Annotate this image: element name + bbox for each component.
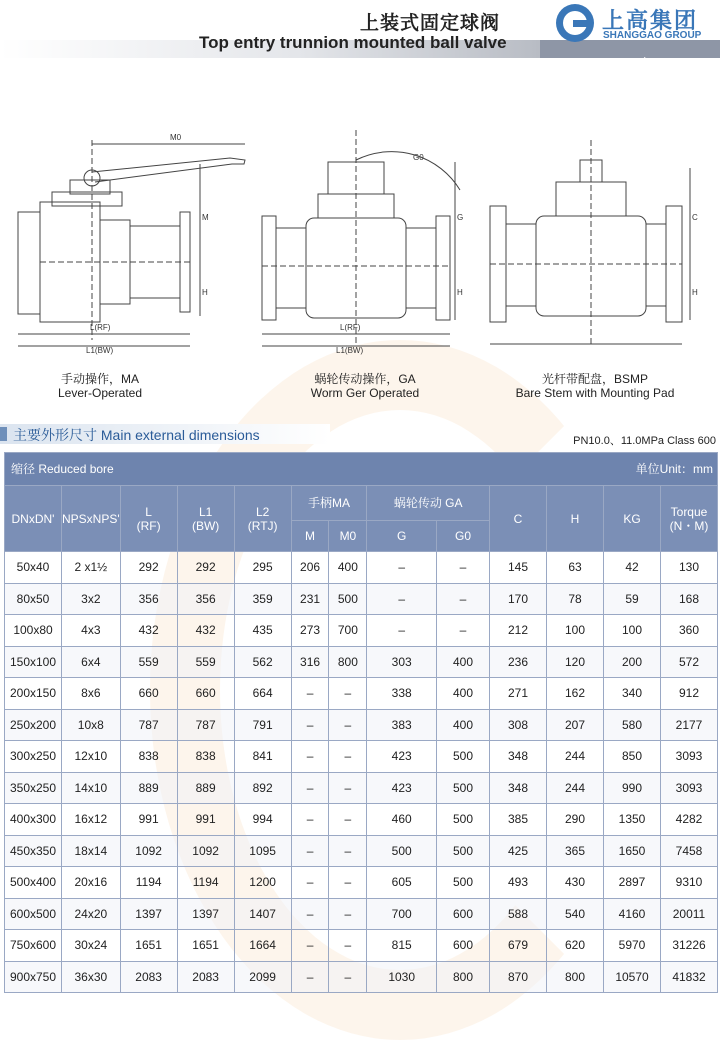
table-cell: 500 — [437, 741, 490, 773]
bore-label: 缩径 Reduced bore — [11, 462, 114, 476]
table-row — [5, 835, 718, 867]
table-cell: 271 — [490, 678, 547, 710]
label-h-2: H — [457, 288, 463, 297]
table-cell: 1650 — [604, 835, 661, 867]
table-cell: 815 — [367, 930, 437, 962]
table-cell: 385 — [490, 804, 547, 836]
table-row — [5, 772, 718, 804]
caption-lever-en: Lever-Operated — [57, 386, 143, 400]
table-cell: 1664 — [234, 930, 291, 962]
table-cell: 78 — [547, 583, 604, 615]
table-row — [5, 552, 718, 584]
table-cell: 4282 — [661, 804, 718, 836]
table-cell: 870 — [490, 961, 547, 993]
table-cell: 787 — [177, 709, 234, 741]
table-cell: 308 — [490, 709, 547, 741]
table-cell: 572 — [661, 646, 718, 678]
section-marker — [0, 427, 7, 441]
table-cell: – — [291, 772, 329, 804]
table-cell: 679 — [490, 930, 547, 962]
table-cell: 292 — [120, 552, 177, 584]
table-cell: 889 — [177, 772, 234, 804]
table-cell: 30x24 — [62, 930, 121, 962]
table-body — [5, 552, 718, 993]
header-h: H — [547, 486, 604, 552]
table-cell: 4x3 — [62, 615, 121, 647]
table-cell: – — [329, 867, 367, 899]
table-cell: 100 — [604, 615, 661, 647]
table-cell: 206 — [291, 552, 329, 584]
label-l1-bw-2: L1(BW) — [336, 346, 364, 355]
table-row — [5, 930, 718, 962]
table-cell: 1350 — [604, 804, 661, 836]
table-cell: 450x350 — [5, 835, 62, 867]
table-cell: – — [291, 741, 329, 773]
table-cell: 50x40 — [5, 552, 62, 584]
bare-stem-drawing — [490, 140, 690, 345]
table-cell: 1200 — [234, 867, 291, 899]
table-cell: 162 — [547, 678, 604, 710]
table-cell: 588 — [490, 898, 547, 930]
table-cell: 1194 — [177, 867, 234, 899]
valve-drawings — [0, 120, 720, 360]
label-m: M — [202, 213, 209, 222]
table-cell: 348 — [490, 772, 547, 804]
table-cell: 8x6 — [62, 678, 121, 710]
table-cell: 303 — [367, 646, 437, 678]
table-cell: 1651 — [120, 930, 177, 962]
table-cell: 20x16 — [62, 867, 121, 899]
table-cell: – — [291, 867, 329, 899]
table-cell: 10x8 — [62, 709, 121, 741]
table-cell: – — [291, 930, 329, 962]
header-torque: Torque (N・M) — [661, 486, 718, 552]
table-cell: 600 — [437, 898, 490, 930]
table-cell: 841 — [234, 741, 291, 773]
table-cell: 41832 — [661, 961, 718, 993]
table-cell: 559 — [120, 646, 177, 678]
table-cell: 700 — [367, 898, 437, 930]
pressure-class: PN10.0、11.0MPa Class 600 — [573, 435, 716, 447]
table-cell: 2099 — [234, 961, 291, 993]
table-cell: 42 — [604, 552, 661, 584]
table-cell: – — [329, 930, 367, 962]
table-cell: 750x600 — [5, 930, 62, 962]
table-cell: 120 — [547, 646, 604, 678]
table-cell: 400 — [437, 646, 490, 678]
table-cell: 540 — [547, 898, 604, 930]
header-g0: G0 — [437, 521, 490, 552]
table-row — [5, 709, 718, 741]
table-cell: 350x250 — [5, 772, 62, 804]
table-cell: 559 — [177, 646, 234, 678]
table-cell: 2083 — [120, 961, 177, 993]
table-cell: 100 — [547, 615, 604, 647]
table-cell: 292 — [177, 552, 234, 584]
table-cell: 16x12 — [62, 804, 121, 836]
table-cell: 500x400 — [5, 867, 62, 899]
table-cell: 432 — [120, 615, 177, 647]
table-cell: 562 — [234, 646, 291, 678]
table-cell: 340 — [604, 678, 661, 710]
table-cell: – — [367, 552, 437, 584]
table-cell: 600 — [437, 930, 490, 962]
table-cell: 460 — [367, 804, 437, 836]
table-cell: – — [291, 961, 329, 993]
website-url: www.sgvalve.com — [594, 56, 682, 68]
label-l1-bw: L1(BW) — [86, 346, 114, 355]
table-cell: 100x80 — [5, 615, 62, 647]
table-cell: 316 — [291, 646, 329, 678]
table-row — [5, 804, 718, 836]
table-cell: 838 — [120, 741, 177, 773]
header-c: C — [490, 486, 547, 552]
table-row — [5, 898, 718, 930]
header-l2: L2 (RTJ) — [234, 486, 291, 552]
unit-label: 单位Unit：mm — [635, 462, 713, 476]
header-ma: 手柄MA — [291, 486, 367, 521]
table-cell: 700 — [329, 615, 367, 647]
table-cell: – — [329, 772, 367, 804]
table-cell: 1407 — [234, 898, 291, 930]
table-cell: 20011 — [661, 898, 718, 930]
label-l-rf: L(RF) — [90, 323, 111, 332]
label-m0: M0 — [170, 133, 182, 142]
table-cell: – — [291, 835, 329, 867]
caption-worm-gear — [285, 372, 445, 400]
caption-bare-stem-en: Bare Stem with Mounting Pad — [515, 386, 675, 400]
table-cell: 5970 — [604, 930, 661, 962]
table-cell: 500 — [437, 835, 490, 867]
table-cell: 400 — [437, 678, 490, 710]
table-cell: 290 — [547, 804, 604, 836]
section-heading — [0, 424, 330, 444]
table-cell: – — [291, 804, 329, 836]
table-cell: 423 — [367, 741, 437, 773]
table-cell: 791 — [234, 709, 291, 741]
header-ga: 蜗轮传动 GA — [367, 486, 490, 521]
table-cell: 63 — [547, 552, 604, 584]
table-cell: 200 — [604, 646, 661, 678]
header-l1: L1 (BW) — [177, 486, 234, 552]
table-cell: 18x14 — [62, 835, 121, 867]
dimensions-table — [4, 452, 718, 993]
table-cell: – — [367, 615, 437, 647]
table-row — [5, 741, 718, 773]
table-cell: 400x300 — [5, 804, 62, 836]
table-cell: 660 — [120, 678, 177, 710]
header-m0: M0 — [329, 521, 367, 552]
table-cell: – — [437, 615, 490, 647]
table-cell: 605 — [367, 867, 437, 899]
table-cell: 1651 — [177, 930, 234, 962]
table-cell: 36x30 — [62, 961, 121, 993]
table-cell: 2083 — [177, 961, 234, 993]
table-cell: 2177 — [661, 709, 718, 741]
table-cell: – — [329, 741, 367, 773]
table-cell: – — [329, 678, 367, 710]
table-cell: 130 — [661, 552, 718, 584]
table-cell: 360 — [661, 615, 718, 647]
table-cell: 2897 — [604, 867, 661, 899]
table-row — [5, 646, 718, 678]
table-cell: 359 — [234, 583, 291, 615]
table-cell: 207 — [547, 709, 604, 741]
table-cell: 900x750 — [5, 961, 62, 993]
worm-gear-drawing — [262, 130, 460, 346]
page-title-cn: 上装式固定球阀 — [360, 13, 501, 34]
logo-text-en: SHANGGAO GROUP — [603, 30, 702, 41]
table-row — [5, 961, 718, 993]
table-cell: 2 x1½ — [62, 552, 121, 584]
table-cell: 800 — [437, 961, 490, 993]
table-cell: 1092 — [120, 835, 177, 867]
header-m: M — [291, 521, 329, 552]
table-cell: 423 — [367, 772, 437, 804]
table-cell: 3093 — [661, 741, 718, 773]
table-cell: 1095 — [234, 835, 291, 867]
table-cell: 200x150 — [5, 678, 62, 710]
table-cell: 400 — [437, 709, 490, 741]
logo-g-icon — [556, 4, 594, 42]
table-cell: 7458 — [661, 835, 718, 867]
table-cell: – — [329, 709, 367, 741]
caption-worm-gear-cn: 蜗轮传动操作，GA — [314, 372, 416, 386]
table-cell: 24x20 — [62, 898, 121, 930]
table-cell: – — [437, 552, 490, 584]
table-cell: – — [367, 583, 437, 615]
header-kg: KG — [604, 486, 661, 552]
table-cell: 14x10 — [62, 772, 121, 804]
table-cell: 356 — [120, 583, 177, 615]
table-cell: 348 — [490, 741, 547, 773]
table-cell: – — [329, 898, 367, 930]
table-row — [5, 583, 718, 615]
caption-bare-stem — [505, 372, 685, 400]
table-cell: 500 — [367, 835, 437, 867]
table-cell: 800 — [547, 961, 604, 993]
table-cell: – — [291, 898, 329, 930]
table-cell: 10570 — [604, 961, 661, 993]
table-cell: 9310 — [661, 867, 718, 899]
table-cell: 580 — [604, 709, 661, 741]
table-cell: 850 — [604, 741, 661, 773]
table-row — [5, 678, 718, 710]
table-cell: 170 — [490, 583, 547, 615]
table-cell: 912 — [661, 678, 718, 710]
table-cell: 838 — [177, 741, 234, 773]
table-cell: 400 — [329, 552, 367, 584]
table-cell: 1397 — [177, 898, 234, 930]
table-cell: 168 — [661, 583, 718, 615]
table-cell: 295 — [234, 552, 291, 584]
header-g: G — [367, 521, 437, 552]
table-cell: 435 — [234, 615, 291, 647]
table-cell: 365 — [547, 835, 604, 867]
table-cell: 338 — [367, 678, 437, 710]
table-cell: 236 — [490, 646, 547, 678]
table-cell: 493 — [490, 867, 547, 899]
table-cell: 660 — [177, 678, 234, 710]
table-cell: 1397 — [120, 898, 177, 930]
table-top-header — [5, 453, 718, 486]
table-cell: 356 — [177, 583, 234, 615]
table-cell: 145 — [490, 552, 547, 584]
table-cell: – — [437, 583, 490, 615]
table-cell: 991 — [177, 804, 234, 836]
table-cell: 3093 — [661, 772, 718, 804]
table-cell: 12x10 — [62, 741, 121, 773]
table-cell: 432 — [177, 615, 234, 647]
table-cell: – — [291, 678, 329, 710]
table-cell: 244 — [547, 741, 604, 773]
table-cell: – — [329, 804, 367, 836]
caption-lever-cn: 手动操作，MA — [60, 372, 139, 386]
table-cell: 244 — [547, 772, 604, 804]
label-h: H — [202, 288, 208, 297]
lever-operated-drawing — [18, 140, 245, 346]
table-cell: – — [329, 961, 367, 993]
table-row — [5, 867, 718, 899]
table-cell: 620 — [547, 930, 604, 962]
table-cell: 3x2 — [62, 583, 121, 615]
table-cell: 4160 — [604, 898, 661, 930]
table-cell: 1030 — [367, 961, 437, 993]
label-g0: G0 — [413, 153, 424, 162]
table-cell: 425 — [490, 835, 547, 867]
table-cell: 500 — [437, 867, 490, 899]
table-cell: 991 — [120, 804, 177, 836]
table-cell: – — [329, 835, 367, 867]
table-cell: 1194 — [120, 867, 177, 899]
table-cell: 300x250 — [5, 741, 62, 773]
table-cell: 787 — [120, 709, 177, 741]
table-cell: 383 — [367, 709, 437, 741]
table-cell: 250x200 — [5, 709, 62, 741]
table-cell: 800 — [329, 646, 367, 678]
table-cell: – — [291, 709, 329, 741]
table-cell: 889 — [120, 772, 177, 804]
label-c: C — [692, 213, 698, 222]
table-row — [5, 615, 718, 647]
table-cell: 6x4 — [62, 646, 121, 678]
table-cell: 150x100 — [5, 646, 62, 678]
table-cell: 430 — [547, 867, 604, 899]
table-cell: 1092 — [177, 835, 234, 867]
table-cell: 273 — [291, 615, 329, 647]
caption-bare-stem-cn: 光杆带配盘，BSMP — [541, 372, 648, 386]
table-cell: 500 — [437, 772, 490, 804]
table-cell: 500 — [437, 804, 490, 836]
caption-worm-gear-en: Worm Ger Operated — [310, 386, 420, 400]
table-cell: 59 — [604, 583, 661, 615]
header-l: L (RF) — [120, 486, 177, 552]
section-title: 主要外形尺寸 Main external dimensions — [13, 427, 260, 443]
table-cell: 231 — [291, 583, 329, 615]
table-cell: 990 — [604, 772, 661, 804]
company-logo — [556, 4, 716, 44]
table-cell: 80x50 — [5, 583, 62, 615]
label-h-3: H — [692, 288, 698, 297]
logo-text-cn: 上高集团 — [602, 8, 699, 33]
header-dn: DNxDN' — [5, 486, 62, 552]
table-cell: 664 — [234, 678, 291, 710]
table-cell: 500 — [329, 583, 367, 615]
header-nps: NPSxNPS' — [62, 486, 121, 552]
caption-lever — [30, 372, 170, 400]
table-cell: 600x500 — [5, 898, 62, 930]
page-title-en: Top entry trunnion mounted ball valve — [199, 33, 507, 52]
label-l-rf-2: L(RF) — [340, 323, 361, 332]
table-cell: 994 — [234, 804, 291, 836]
table-cell: 31226 — [661, 930, 718, 962]
table-cell: 212 — [490, 615, 547, 647]
label-g: G — [457, 213, 464, 222]
table-cell: 892 — [234, 772, 291, 804]
